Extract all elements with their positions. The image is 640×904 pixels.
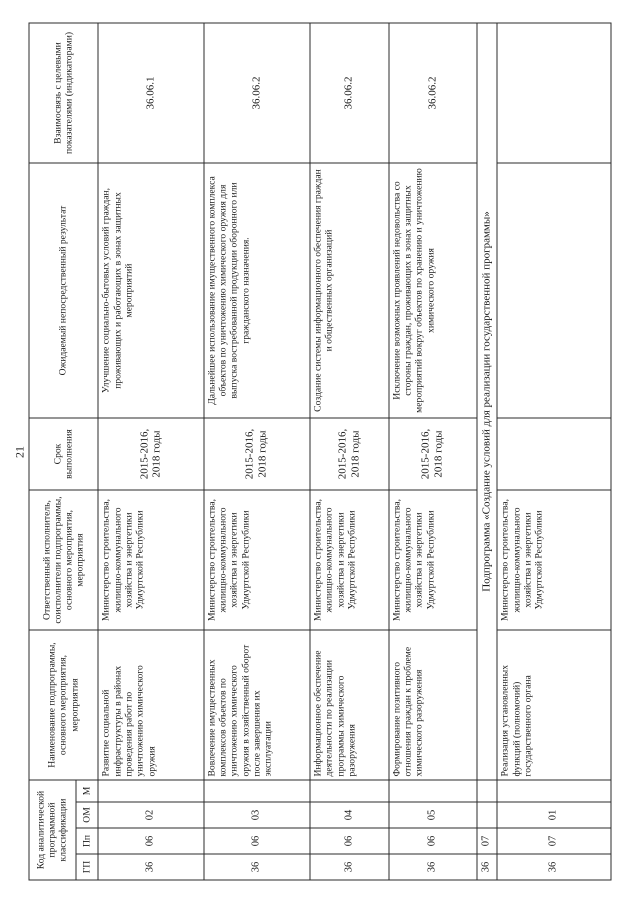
table-row — [310, 23, 389, 880]
cell-om: 01 — [497, 802, 611, 828]
subprogram-row — [477, 23, 498, 880]
cell-term — [497, 418, 611, 490]
header-m: М — [76, 780, 99, 802]
cell-om: 05 — [389, 802, 477, 828]
cell-link: 36.06.2 — [204, 23, 310, 163]
cell-gp: 36 — [389, 854, 477, 880]
header-om: ОМ — [76, 802, 99, 828]
cell-gp: 36 — [497, 854, 611, 880]
page-number: 21 — [12, 446, 27, 458]
cell-term: 2015-2016, 2018 годы — [389, 418, 477, 490]
cell-m — [310, 780, 389, 802]
cell-executor: Министерство строительства, жилищно-коммунального хозяйства и энергетики Удмуртской Республики — [497, 490, 611, 630]
cell-name: Реализация установленных функций (полномочий) государственного органа — [497, 630, 611, 780]
cell-gp: 36 — [204, 854, 310, 880]
header-result: Ожидаемый непосредственный результат — [29, 163, 98, 418]
cell-om: 02 — [98, 802, 203, 828]
cell-gp: 36 — [98, 854, 203, 880]
cell-name: Формирование позитивного отношения граждан к проблеме химического разоружения — [389, 630, 477, 780]
header-name: Наименование подпрограммы, основного мероприятия, мероприятия — [29, 630, 98, 780]
cell-pp: 06 — [204, 828, 310, 854]
cell-result: Улучшение социально-бытовых условий граждан, проживающих и работающих в зонах защитных мероприятий — [98, 163, 203, 418]
header-pp: Пп — [76, 828, 99, 854]
cell-pp: 06 — [389, 828, 477, 854]
cell-pp: 07 — [497, 828, 611, 854]
cell-om: 04 — [310, 802, 389, 828]
cell-result — [497, 163, 611, 418]
header-code-group: Код аналитической программной классификации — [29, 780, 76, 880]
cell-link: 36.06.2 — [389, 23, 477, 163]
cell-term: 2015-2016, 2018 годы — [310, 418, 389, 490]
cell-term: 2015-2016, 2018 годы — [204, 418, 310, 490]
cell-term: 2015-2016, 2018 годы — [98, 418, 203, 490]
cell-link — [497, 23, 611, 163]
cell-m — [204, 780, 310, 802]
cell-name: Информационное обеспечение деятельности по реализации программы химического разоружения — [310, 630, 389, 780]
cell-link: 36.06.2 — [310, 23, 389, 163]
cell-executor: Министерство строительства, жилищно-коммунального хозяйства и энергетики Удмуртской Республики — [98, 490, 203, 630]
cell-m — [98, 780, 203, 802]
header-gp: ГП — [76, 854, 99, 880]
header-executor: Ответственный исполнитель, соисполнители подпрограммы, основного мероприятия, мероприятия — [29, 490, 98, 630]
table-row — [204, 23, 310, 880]
cell-result: Дальнейшее использование имущественного комплекса объектов по уничтожению химического оружия для выпуска востребованной продукции оборонного или гражданского назначения. — [204, 163, 310, 418]
cell-executor: Министерство строительства, жилищно-коммунального хозяйства и энергетики Удмуртской Республики — [389, 490, 477, 630]
subprogram-title: Подпрограмма «Создание условий для реализации государственной программы» — [477, 23, 498, 780]
cell-m — [497, 780, 611, 802]
cell-result: Создание системы информационного обеспечения граждан и общественных организаций — [310, 163, 389, 418]
cell-pp: 07 — [477, 828, 498, 854]
cell-name: Развитие социальной инфраструктуры в районах проведения работ по уничтожению химического оружия — [98, 630, 203, 780]
rotated-table-container — [29, 24, 612, 881]
table-row — [389, 23, 477, 880]
cell-result: Исключение возможных проявлений недовольства со стороны граждан, проживающих в зонах защитных мероприятий вокруг объектов по хранению и уничтожению химического оружия — [389, 163, 477, 418]
program-table — [29, 23, 612, 881]
cell-pp: 06 — [310, 828, 389, 854]
table-row — [497, 23, 611, 880]
cell-pp: 06 — [98, 828, 203, 854]
cell-gp: 36 — [477, 854, 498, 880]
cell-name: Вовлечение имущественных комплексов объектов по уничтожению химического оружия в хозяйственный оборот после завершения их эксплуатации — [204, 630, 310, 780]
header-term: Срок выполнения — [29, 418, 98, 490]
cell-om: 03 — [204, 802, 310, 828]
header-link: Взаимосвязь с целевыми показателями (индикаторами) — [29, 23, 98, 163]
cell-m — [389, 780, 477, 802]
cell-link: 36.06.1 — [98, 23, 203, 163]
table-row — [98, 23, 203, 880]
header-row-1 — [29, 23, 76, 880]
cell-executor: Министерство строительства, жилищно-коммунального хозяйства и энергетики Удмуртской Республики — [310, 490, 389, 630]
cell-gp: 36 — [310, 854, 389, 880]
cell-executor: Министерство строительства, жилищно-коммунального хозяйства и энергетики Удмуртской Республики — [204, 490, 310, 630]
